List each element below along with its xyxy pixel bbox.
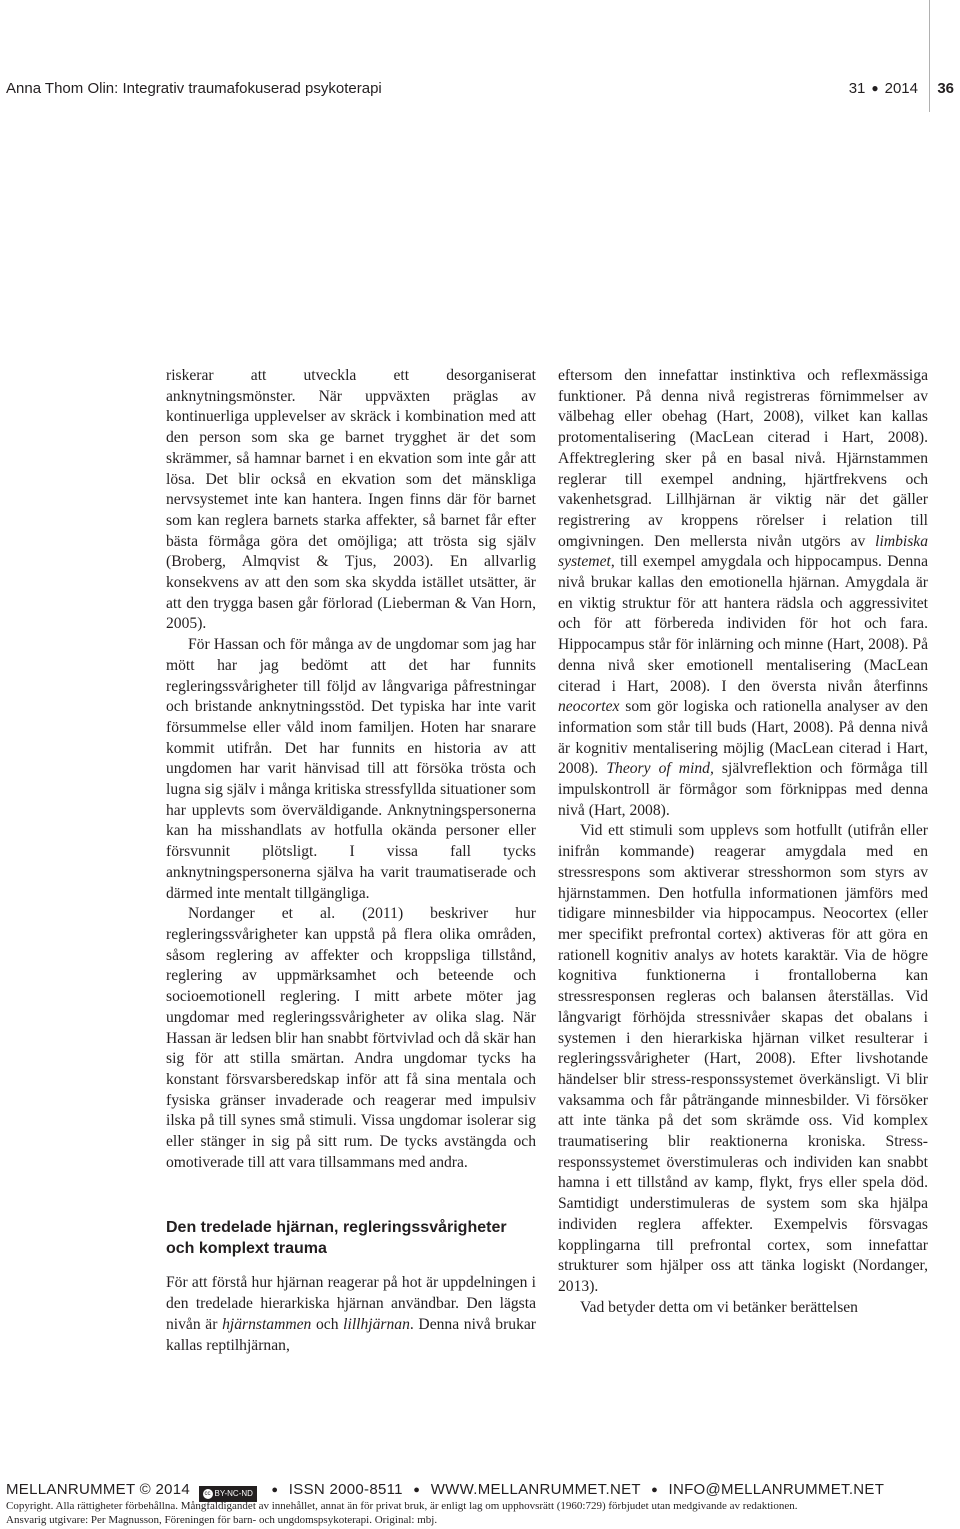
text-run: , till exempel amygdala och hippocampus. Denna nivå brukar kallas den emotionella hjärnan. Amygdala är en viktig struktur för att hantera rädsla och aggressivitet och för att förbereda individen för hot och fara. Hippocampus står för inlärning och minne (Hart, 2008). På denna nivå sker emotionell mentalisering (MacLean citerad i Hart, 2008). I den översta nivån återfinns — [558, 553, 928, 695]
publisher-notice: Ansvarig utgivare: Per Magnusson, Föreningen för barn- och ungdomspsykoterapi. Original: mbj. — [6, 1514, 438, 1526]
bullet-separator-icon: ● — [271, 1484, 279, 1496]
footer-year: 2014 — [155, 1481, 191, 1498]
magazine-name: MELLANRUMMET — [6, 1481, 136, 1498]
issue-number: 31 — [848, 80, 866, 97]
emphasis-term: hjärnstammen — [222, 1315, 312, 1333]
issn: ISSN 2000-8511 — [288, 1481, 403, 1498]
section-heading: Den tredelade hjärnan, regleringssvårigheter och komplext trauma — [166, 1219, 507, 1258]
left-paragraph-4 — [166, 1273, 536, 1356]
bullet-separator-icon: ● — [651, 1484, 659, 1496]
page-header — [6, 80, 954, 104]
emphasis-term: lillhjärnan — [343, 1315, 410, 1333]
bullet-separator-icon: ● — [413, 1484, 421, 1496]
legal-notice: Copyright. Alla rättigheter förbehållna. Mångfaldigandet av innehållet, annat än för privat bruk, är enligt lag om upphovsrätt (1960:729) förbjudet utan medgivande av redaktionen. — [6, 1500, 798, 1512]
left-paragraph-1: riskerar att utveckla ett desorganiserat anknytningsmönster. När uppväxten präglas av kontinuerliga upplevelser av skräck i kombination med att den person som ska ge barnet trygghet är det som skrämmer, så hamnar barnet i en ekvation som inte går att lösa. Det blir också en ekvation som det mänskliga nervsystemet inte kan hantera. Ingen finns där för barnet som kan reglera barnets starka affekter, så barnet får efter bästa förmåga göra det omöjliga; att trösta sig själv (Broberg, Almqvist & Tjus, 2003). En allvarlig konsekvens av att den som ska skydda istället utsätter, är att den trygga basen går förlorad (Lieberman & Van Horn, 2005). — [166, 367, 536, 633]
license-label: BY-NC-ND — [214, 1489, 253, 1498]
text-run: självreflektion och förmåga till impulskontroll är förmågor som förknippas med denna nivå (Hart, 2008). — [558, 760, 928, 819]
right-column — [558, 366, 928, 1318]
text-run: eftersom den innefattar instinktiva och reflexmässiga funktioner. På denna nivå registreras förnimmelser av välbehag eller obehag (Hart, 2008), vilket kan kallas protomentalisering (MacLean citerad i Hart, 2008). Affektreglering sker på en basal nivå. Hjärnstammen reglerar till exempel andning, hjärtfrekvens och vakenhetsgrad. Lillhjärnan är viktig när det gäller registrering av kroppens rörelser i relation till omgivningen. Den mellersta nivån utgörs av — [558, 367, 928, 550]
cc-icon: cc — [204, 1491, 211, 1497]
right-paragraph-1 — [558, 366, 928, 821]
emphasis-term: Theory of mind, — [606, 760, 714, 778]
text-run: som gör logiska och rationella analyser av den information som står till buds (Hart, 2008). På denna nivå är kognitiv mentalisering möjlig (MacLean citerad i Hart, 2008). — [558, 698, 928, 778]
page-number: 36 — [937, 80, 954, 97]
text-run: För att förstå hur hjärnan reagerar på hot är uppdelningen i den tredelade hierarkiska hjärnan användbar. Den lägsta nivån är — [166, 1274, 536, 1333]
email-link[interactable]: INFO@MELLANRUMMET.NET — [668, 1481, 885, 1498]
page-footer — [6, 1481, 956, 1527]
left-paragraph-2: För Hassan och för många av de ungdomar som jag har mött har jag bedömt att det har funnits regleringssvårigheter till följd av långvariga påfrestningar och bristande anknytningsstöd. Det typiska har inte varit försummelse eller våld inom familjen. Hoten har snarare kommit utifrån. Det har funnits en historia av att ungdomen har varit hänvisad till att försöka trösta och lugna sig själv i många kritiska stressfyllda situationer som har upplevts som överväldigande. Anknytningspersonerna kan ha misshandlats av hotfulla okända personer eller försvunnit plötsligt. I vissa fall tycks anknytningspersonerna själva ha varit traumatiserade och därmed inte mentalt tillgängliga. — [166, 636, 536, 902]
right-paragraph-3: Vad betyder detta om vi betänker berättelsen — [580, 1298, 858, 1316]
right-paragraph-2: Vid ett stimuli som upplevs som hotfullt (utifrån eller inifrån kommande) reagerar amygdala med en stressrespons som aktiverar stresshormon som styrs av hjärnstammen. Den hotfulla informationen jämförs med tidigare minnesbilder via hippocampus. Neocortex (eller mer specifikt prefrontal cortex) aktiveras för att göra en rationell kognitiv analys av hotets karaktär. Via de högre kognitiva funktionerna i frontalloberna kan stressresponsen regleras och balansen återställas. Vid långvarigt förhöjda stressnivåer skapas det obalans i systemen i den hierarkiska hjärnan vilket resulterar i regleringssvårigheter (Hart, 2008). Efter livshotande händelser blir stress-responssystemet överkänsligt. Vi blir vaksamma och får påträngande minnesbilder. Vi försöker att inte tänka på det som skrämde oss. Vid komplex traumatisering blir reaktionerna kroniska. Stress-responssystemet överstimuleras och individen kan snabbt hamna i ett tillstånd av kamp, flykt, frys eller spela död. Samtidigt understimuleras de system som ska hjälpa individen reglera affekter. Exempelvis försvagas kopplingarna till prefrontal cortex, som innefattar strukturer som hjälper oss att tänka logiskt (Nordanger, 2013). — [558, 822, 928, 1295]
article-running-title: Anna Thom Olin: Integrativ traumafokuserad psykoterapi — [6, 80, 382, 97]
text-run: . Denna nivå brukar kallas reptilhjärnan, — [166, 1315, 536, 1354]
issue-year: 2014 — [884, 80, 918, 97]
bullet-separator-icon: ● — [871, 81, 879, 95]
left-paragraph-3: Nordanger et al. (2011) beskriver hur regleringssvårigheter kan uppstå på flera olika områden, såsom reglering av affekter och kroppsliga tillstånd, reglering av uppmärksamhet och beteende och socioemotionell reglering. I mitt arbete möter jag ungdomar med regleringssvårigheter av olika slag. När Hassan är ledsen blir han snabbt förtvivlad och då skär han sig för att stilla smärtan. Andra ungdomar tycks ha konstant försvarsberedskap inför att få sina mentala och fysiska gränser invaderade och reagerar med impulsiv ilska på till synes små stimuli. Vissa ungdomar isolerar sig eller stänger in sig på sitt rum. De tycks avstängda och omotiverade till att vara tillsammans med andra. — [166, 905, 536, 1171]
text-run: och — [311, 1315, 344, 1333]
footer-masthead — [6, 1481, 956, 1499]
emphasis-term: neocortex — [558, 698, 620, 716]
website-link[interactable]: WWW.MELLANRUMMET.NET — [430, 1481, 641, 1498]
emphasis-term: limbiska systemet — [558, 532, 928, 571]
left-column — [166, 366, 536, 1356]
copyright-icon: © — [139, 1481, 152, 1498]
issue-info — [849, 80, 918, 97]
